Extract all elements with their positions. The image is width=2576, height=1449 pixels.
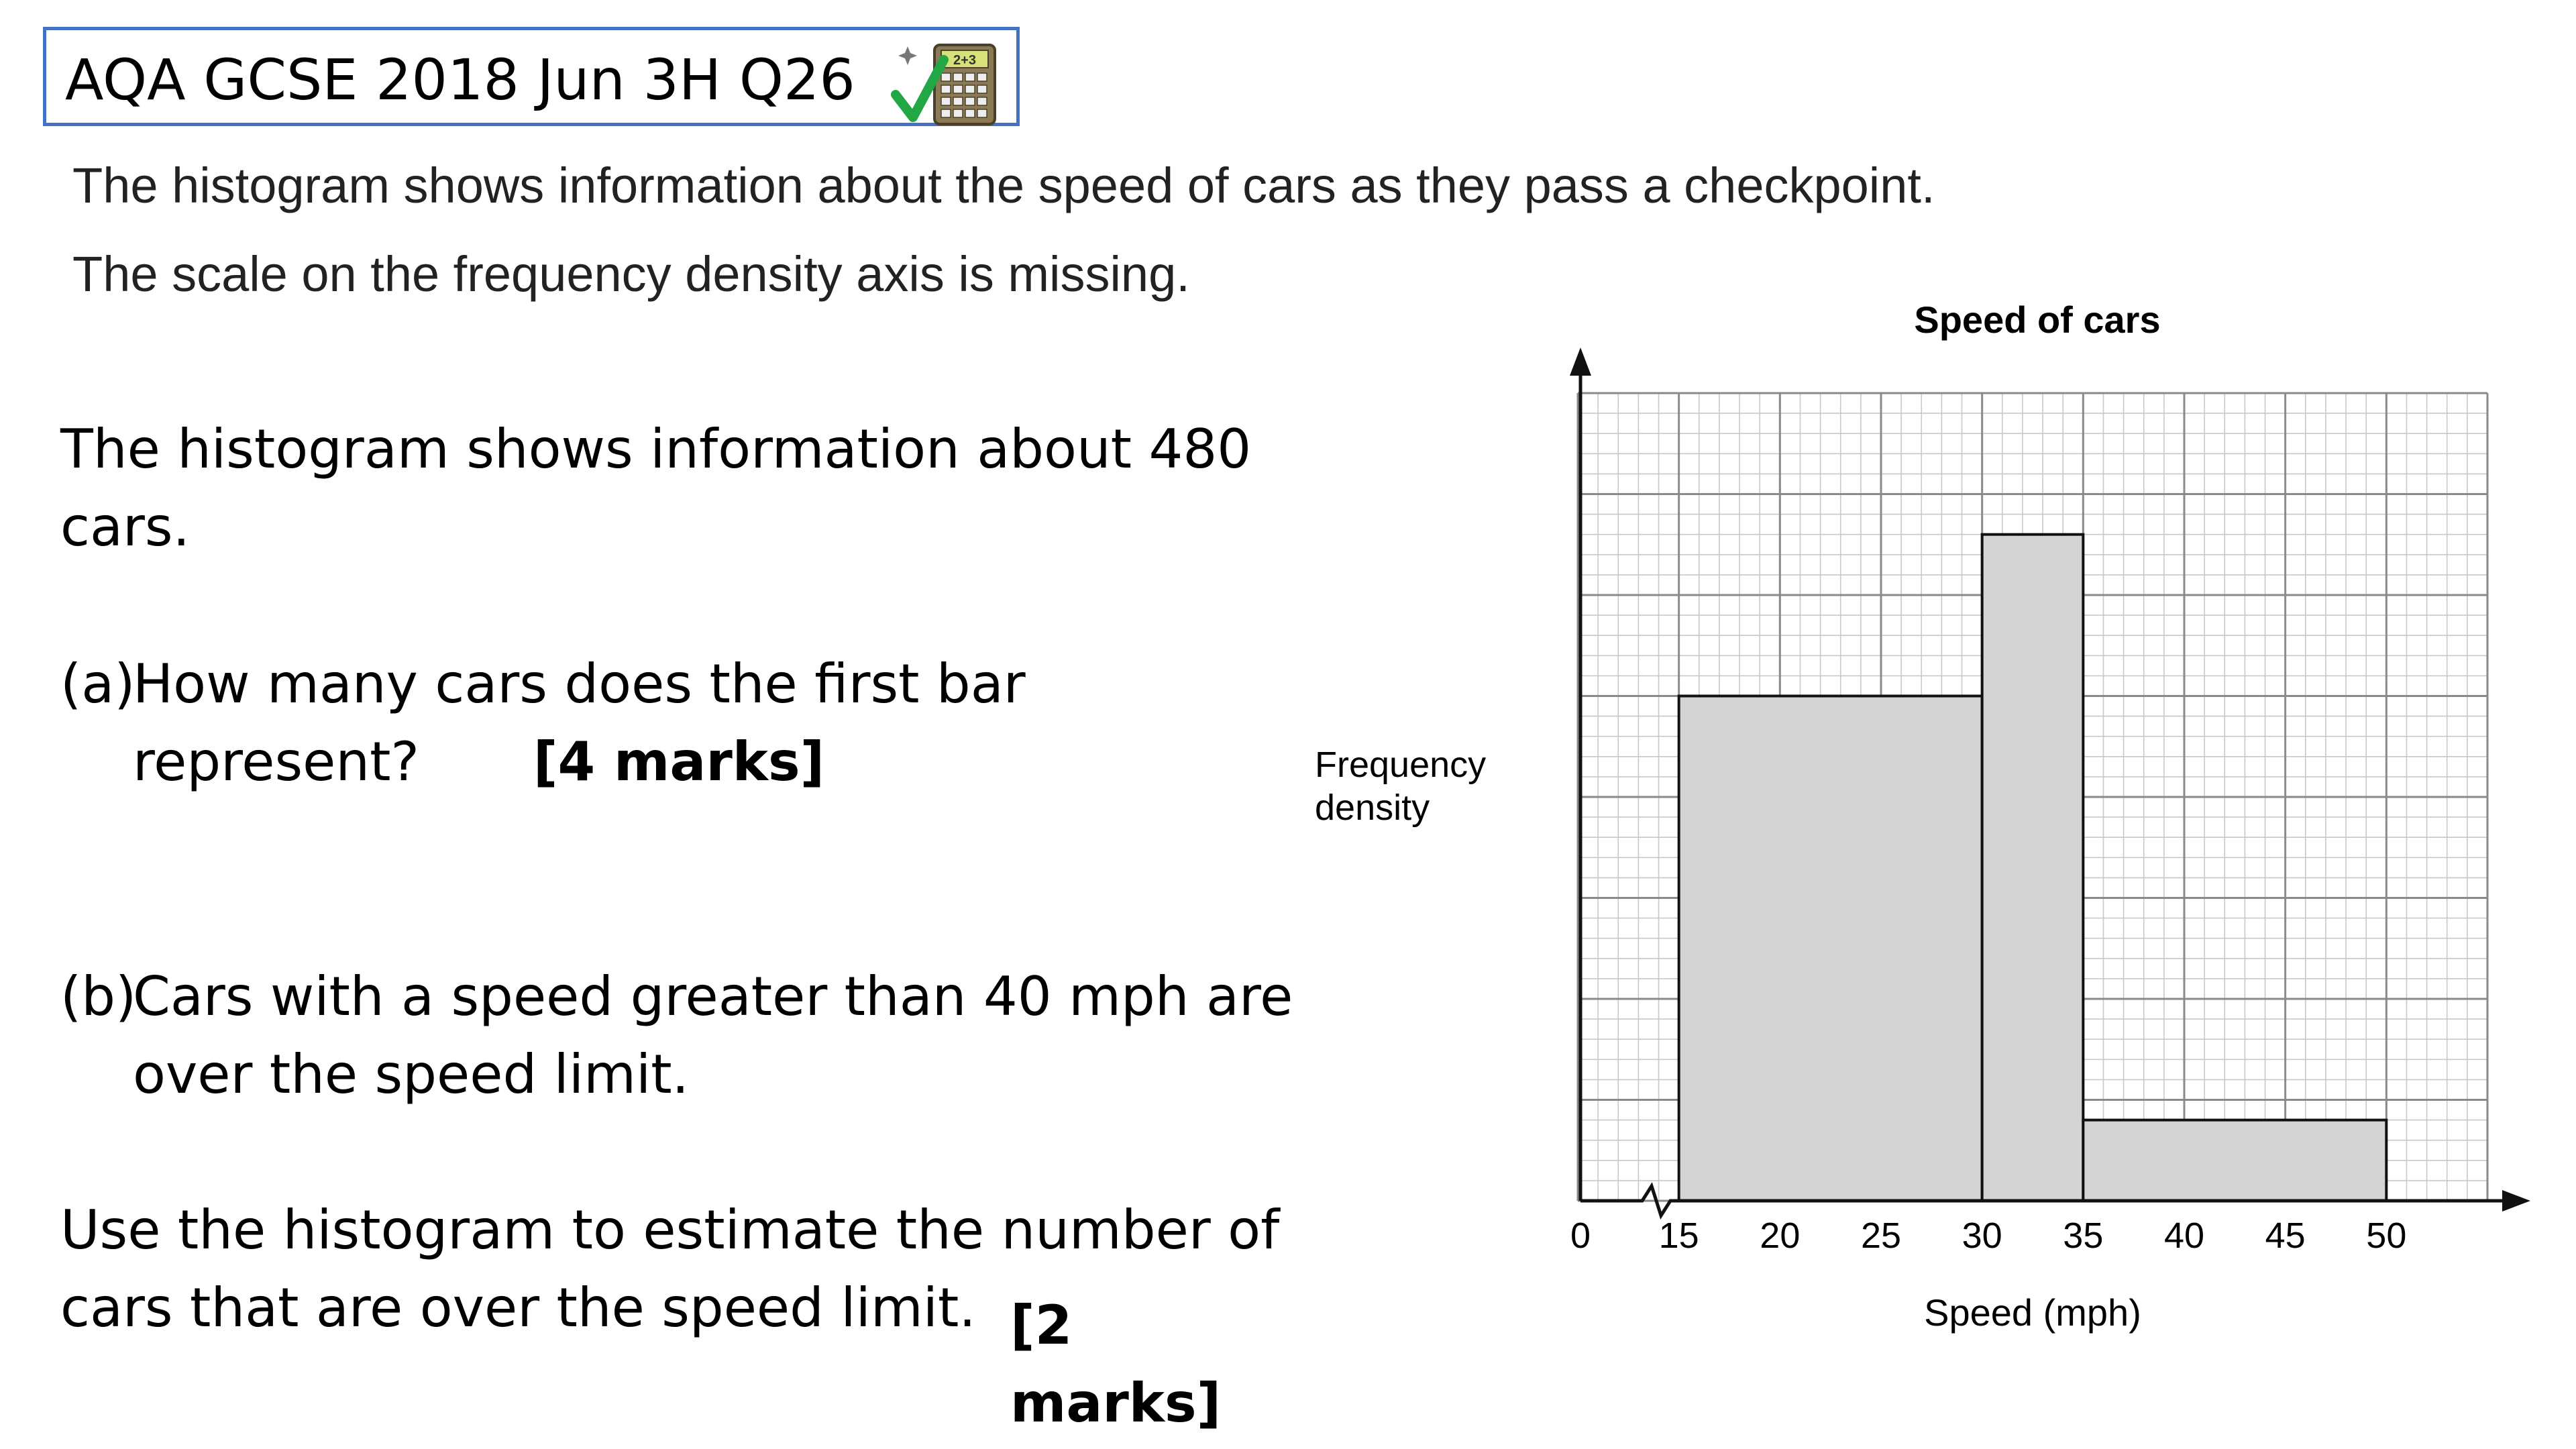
x-tick-label: 0 bbox=[1570, 1216, 1591, 1256]
y-axis-arrow bbox=[1570, 347, 1591, 376]
x-tick-label: 40 bbox=[2163, 1216, 2205, 1256]
x-tick-label: 35 bbox=[2063, 1216, 2104, 1256]
y-axis-label-line-2: density bbox=[1315, 788, 1430, 828]
x-tick-labels bbox=[1570, 1216, 2406, 1256]
x-tick-label: 50 bbox=[2366, 1216, 2407, 1256]
histogram-bar-3 bbox=[2083, 1120, 2386, 1201]
histogram-bars bbox=[1679, 535, 2387, 1201]
calculator-allowed-icon bbox=[888, 36, 1002, 127]
question-info-line-1: The histogram shows information about 480 bbox=[60, 418, 1252, 480]
svg-text:2+3: 2+3 bbox=[953, 53, 976, 68]
histogram-bar-1 bbox=[1679, 696, 1982, 1201]
x-axis-label: Speed (mph) bbox=[1924, 1291, 2141, 1334]
part-b-label: (b) bbox=[60, 965, 137, 1028]
question-title-box bbox=[43, 27, 1020, 126]
histogram-bar-2 bbox=[1982, 535, 2084, 1201]
part-a-label: (a) bbox=[60, 653, 136, 715]
part-b-instruction-line-1: Use the histogram to estimate the number of bbox=[60, 1199, 1280, 1261]
histogram-chart bbox=[1275, 288, 2549, 1375]
part-a-line-1: How many cars does the first bar bbox=[133, 653, 1026, 715]
intro-line-1: The histogram shows information about the speed of cars as they pass a checkpoint. bbox=[72, 158, 1935, 213]
part-b-instruction-line-2: cars that are over the speed limit. bbox=[60, 1277, 976, 1339]
y-axis-label-line-1: Frequency bbox=[1315, 745, 1487, 785]
x-axis-arrow bbox=[2502, 1190, 2530, 1212]
question-part-b bbox=[60, 958, 1322, 1114]
part-b-marks: [2 marks] bbox=[1010, 1294, 1222, 1434]
histogram-svg bbox=[1275, 288, 2549, 1375]
x-tick-label: 25 bbox=[1860, 1216, 1902, 1256]
question-part-a bbox=[60, 645, 1322, 801]
x-tick-label: 20 bbox=[1760, 1216, 1801, 1256]
part-b-line-2: over the speed limit. bbox=[133, 1043, 690, 1106]
chart-title: Speed of cars bbox=[1914, 299, 2161, 341]
question-info bbox=[60, 411, 1322, 566]
part-a-line-2: represent? bbox=[133, 731, 419, 793]
intro-line-2: The scale on the frequency density axis is missing. bbox=[72, 246, 1190, 302]
question-info-line-2: cars. bbox=[60, 496, 191, 558]
x-tick-label: 30 bbox=[1962, 1216, 2002, 1256]
x-tick-label: 45 bbox=[2265, 1216, 2306, 1256]
question-title: AQA GCSE 2018 Jun 3H Q26 bbox=[65, 47, 855, 113]
part-b-line-1: Cars with a speed greater than 40 mph are bbox=[133, 965, 1293, 1028]
part-a-marks: [4 marks] bbox=[533, 731, 825, 793]
x-tick-label: 15 bbox=[1658, 1216, 1699, 1256]
